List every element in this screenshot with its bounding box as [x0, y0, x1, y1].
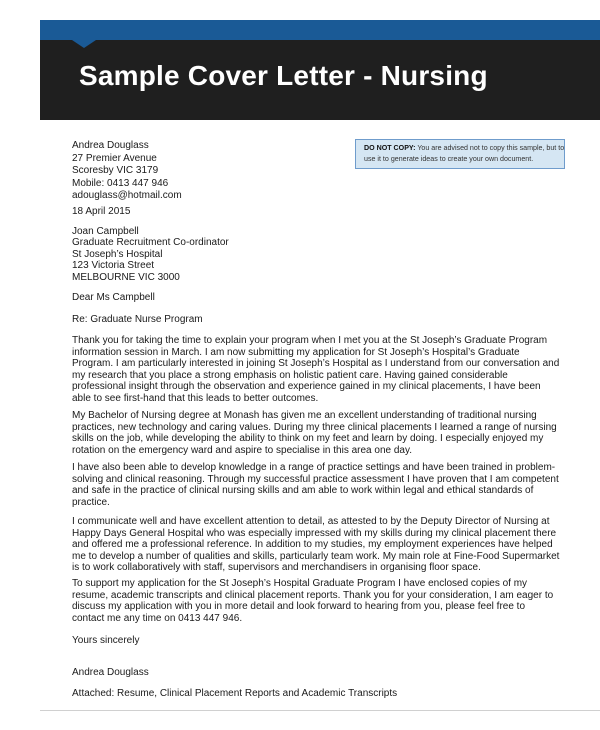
closing: Yours sincerely	[72, 635, 140, 646]
sender-name: Andrea Douglass	[72, 140, 149, 151]
paragraph-line: solving and clinical reasoning. Through my successful practice assessment I have proven that I am competent	[72, 473, 559, 485]
notice-text-line1: You are advised not to copy this sample, but to	[415, 144, 565, 152]
paragraph-line: my research that you place a strong emphasis on holistic patient care. Having gained considerable	[72, 369, 508, 381]
paragraph-line: practice.	[72, 496, 110, 508]
paragraph-line: Happy Days General Hospital who was especially impressed with my skills during my clinical placement there	[72, 527, 557, 539]
sender-email: adouglass@hotmail.com	[72, 190, 182, 202]
paragraph-line: rotation on the emergency ward and aspire to specialise in this area one day.	[72, 444, 413, 456]
body-paragraph-2	[72, 410, 557, 456]
paragraph-line: contact me any time on 0413 447 946.	[72, 612, 243, 624]
recipient-block	[72, 226, 229, 283]
paragraph-line: Program. I am particularly interested in joining St Joseph’s Hospital as I understand from our conversation and	[72, 358, 560, 370]
body-paragraph-3	[72, 462, 559, 508]
signature-name: Andrea Douglass	[72, 667, 149, 678]
paragraph-line: is to work collaboratively with staff, supervisors and merchandisers in organising floor space.	[72, 562, 481, 574]
body-paragraph-1	[72, 335, 560, 405]
paragraph-line: and offered me a professional reference. In addition to my studies, my employment experiences have helped	[72, 539, 553, 551]
header-accent-stripe	[40, 20, 600, 40]
paragraph-line: I have also been able to develop knowledge in a range of practice settings and have been trained in problem-	[72, 462, 556, 473]
attachments-line: Attached: Resume, Clinical Placement Reports and Academic Transcripts	[72, 688, 398, 699]
recipient-organisation: St Joseph’s Hospital	[72, 248, 163, 260]
paragraph-line: I communicate well and have excellent attention to detail, as attested to by the Deputy Director of Nursing at	[72, 516, 550, 527]
sender-address-line2: Scoresby VIC 3179	[72, 165, 159, 177]
paragraph-line: resume, academic transcripts and clinical placement reports. Thank you for your consideration, I am eager to	[72, 589, 554, 601]
paragraph-line: and safe in the practice of clinical nursing skills and am able to work within legal and ethical standards of	[72, 485, 534, 497]
paragraph-line: To support my application for the St Joseph’s Hospital Graduate Program I have enclosed copies of my	[72, 578, 528, 589]
paragraph-line: professional insight through the observation and experience gained in my clinical placements, I have been	[72, 381, 541, 393]
paragraph-line: information session in March. I am now submitting my application for St Joseph’s Hospital’s Graduate	[72, 346, 520, 358]
salutation: Dear Ms Campbell	[72, 292, 155, 303]
recipient-city: MELBOURNE VIC 3000	[72, 271, 180, 283]
recipient-name: Joan Campbell	[72, 226, 139, 237]
paragraph-line: Thank you for taking the time to explain your program when I met you at the St Joseph’s Graduate Program	[72, 335, 548, 346]
body-paragraph-5	[72, 578, 554, 624]
paragraph-line: discuss my application with you in more detail and look forward to hearing from you, please feel free to	[72, 601, 526, 613]
footer-divider	[40, 710, 600, 711]
paragraph-line: able to see first-hand that this leads to better outcomes.	[72, 392, 319, 404]
header-notch	[72, 40, 96, 48]
recipient-street: 123 Victoria Street	[72, 260, 155, 272]
sender-block	[72, 140, 182, 203]
body-paragraph-4	[72, 516, 560, 574]
paragraph-line: practices, new technology and caring values. During my three clinical placements I learned a range of nursing	[72, 421, 557, 433]
letter-date: 18 April 2015	[72, 206, 131, 217]
paragraph-line: me to develop a number of qualities and skills, particularly team work. My main role at Fine-Food Supermarket	[72, 550, 560, 562]
paragraph-line: skills on the job, while developing the ability to think on my feet and learn by doing. I especially enjoyed my	[72, 433, 544, 445]
paragraph-line: My Bachelor of Nursing degree at Monash has given me an excellent understanding of traditional nursing	[72, 410, 537, 421]
sender-address-line1: 27 Premier Avenue	[72, 152, 157, 164]
recipient-title: Graduate Recruitment Co-ordinator	[72, 237, 229, 249]
page-title: Sample Cover Letter - Nursing	[79, 60, 488, 91]
subject-line: Re: Graduate Nurse Program	[72, 314, 203, 325]
do-not-copy-notice	[355, 139, 565, 169]
notice-text-line2: use it to generate ideas to create your own document.	[364, 155, 534, 163]
sender-mobile: Mobile: 0413 447 946	[72, 177, 169, 189]
notice-label: DO NOT COPY:	[364, 144, 416, 152]
